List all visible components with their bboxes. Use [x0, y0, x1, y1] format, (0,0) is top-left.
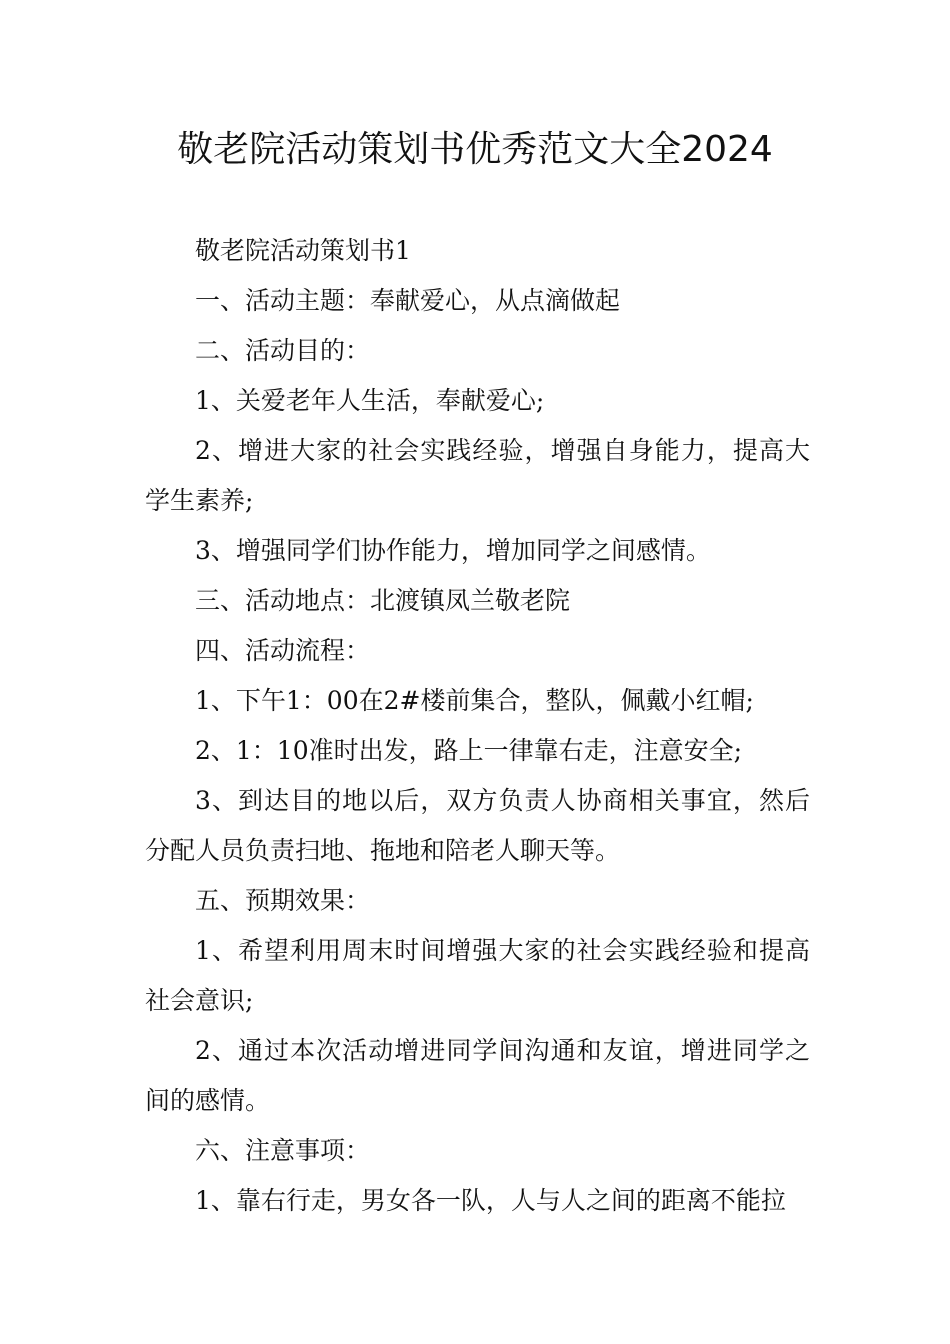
document-body — [145, 226, 810, 1226]
paragraph-location: 三、活动地点：北渡镇凤兰敬老院 — [195, 586, 571, 615]
paragraph-process-3: 3、到达目的地以后，双方负责人协商相关事宜，然后分配人员负责扫地、拖地和陪老人聊天等。 — [145, 786, 810, 865]
paragraph-process-heading: 四、活动流程： — [195, 636, 371, 665]
paragraph-plan-heading: 敬老院活动策划书1 — [195, 236, 411, 265]
paragraph-purpose-2: 2、增进大家的社会实践经验，增强自身能力，提高大学生素养; — [145, 436, 810, 515]
paragraph-process-1: 1、下午1：00在2#楼前集合，整队，佩戴小红帽; — [195, 686, 754, 715]
paragraph-notice-heading: 六、注意事项： — [195, 1136, 371, 1165]
paragraph-theme: 一、活动主题：奉献爱心，从点滴做起 — [195, 286, 621, 315]
paragraph-notice-1: 1、靠右行走，男女各一队，人与人之间的距离不能拉 — [195, 1186, 786, 1215]
paragraph-purpose-heading: 二、活动目的： — [195, 336, 371, 365]
paragraph-purpose-1: 1、关爱老年人生活，奉献爱心; — [195, 386, 545, 415]
paragraph-effect-2: 2、通过本次活动增进同学间沟通和友谊，增进同学之间的感情。 — [145, 1036, 810, 1115]
paragraph-process-2: 2、1：10准时出发，路上一律靠右走，注意安全; — [195, 736, 743, 765]
paragraph-purpose-3: 3、增强同学们协作能力，增加同学之间感情。 — [195, 536, 711, 565]
paragraph-effect-1: 1、希望利用周末时间增强大家的社会实践经验和提高社会意识; — [145, 936, 810, 1015]
document-title: 敬老院活动策划书优秀范文大全2024 — [177, 129, 773, 170]
paragraph-effect-heading: 五、预期效果： — [195, 886, 371, 915]
